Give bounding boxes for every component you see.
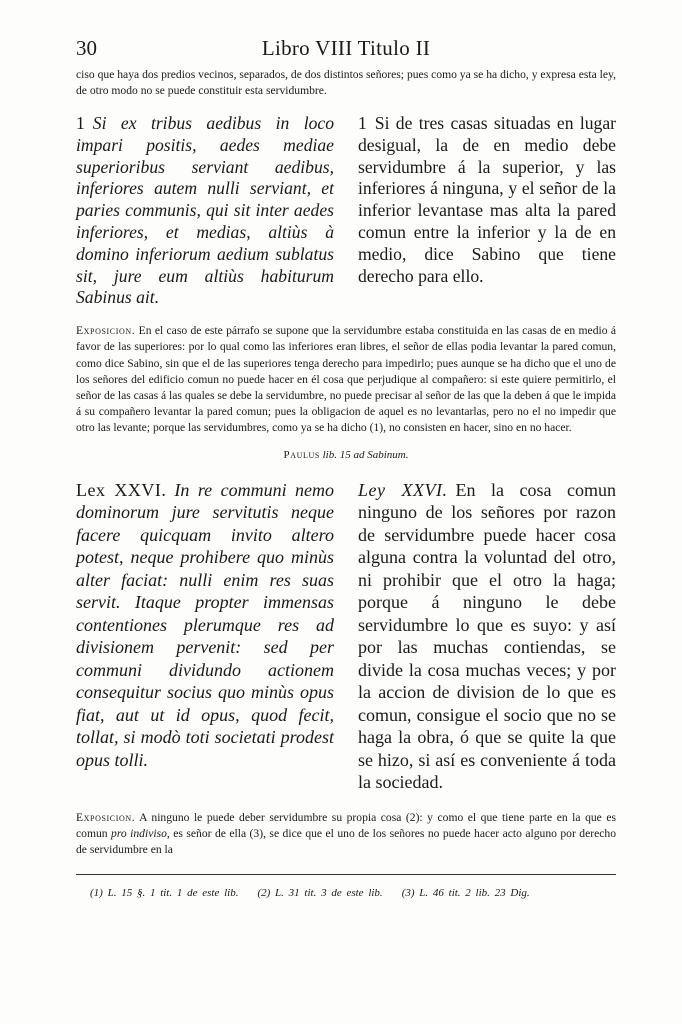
exposicion-paragraph xyxy=(76,810,616,859)
footnote: (2) L. 31 tit. 3 de este lib. xyxy=(257,887,383,900)
exposicion-text: En el caso de este párrafo se supone que la servidumbre estaba constituida en las casas de en medio á favor de las superiores: por lo qual como las inferiores eran libres, el señor de ellas podia levantar la pared comun, como dice Sabino, sin que el de las superiores tenga derecho para impedirlo; pues aunque se ha dicho que el uno de los señores del edificio comun no puede hacer en él cosa que perjudique al compañero: si este quiere permitirlo, el señor de las casas á las quales se debe la servidumbre, no puede precisar al señor de las que la deben á que le impida á su compañero levantar la pared comun; pues la obligacion de aquel es no levantarlas, pero no el no impedir que otro las levante; porque las servidumbres, como ya se ha dicho (1), no consisten en hacer, sino en no hacer. xyxy=(76,324,616,435)
latin-column xyxy=(76,113,334,309)
page-number: 30 xyxy=(76,36,97,60)
page-header xyxy=(76,30,616,60)
citation-author: Paulus xyxy=(283,448,320,461)
spanish-column xyxy=(358,479,616,794)
footnote-rule xyxy=(76,874,616,875)
footnote: (1) L. 15 §. 1 tit. 1 de este lib. xyxy=(90,887,239,900)
exposicion-text: A ninguno le puede deber servidumbre su propia cosa (2): y como el que tiene parte en la que es comun xyxy=(76,810,616,840)
source-citation xyxy=(76,449,616,461)
section-1 xyxy=(76,113,616,309)
exposicion-label: Exposicion. xyxy=(76,324,136,338)
citation-reference: lib. 15 ad Sabinum. xyxy=(322,448,409,461)
law-heading: Lex XXVI. xyxy=(76,479,167,500)
continuation-paragraph: ciso que haya dos predios vecinos, separados, de dos distintos señores; pues como ya se ha dicho, y expresa esta ley, de otro modo no se puede constituir esta servidumbre. xyxy=(76,68,616,97)
paragraph-number: 1 xyxy=(358,113,367,133)
exposicion-text-continued: , es señor de ella (3), se dice que el uno de los señores no puede hacer acto alguno por derecho de servidumbre en la xyxy=(76,826,616,856)
latin-text: Si ex tribus aedibus in loco impari positis, aedes mediae superioribus serviant aedibus, inferiores autem nulli serviant, et paries communis, qui sit inter aedes inferiores, et medias, altiùs à domino inferiorum aedium sublatus sit, jure eum altiùs habiturum Sabinus ait. xyxy=(76,113,334,308)
book-page xyxy=(76,30,616,899)
exposicion-italic: pro indiviso xyxy=(111,826,167,840)
footnotes xyxy=(76,887,616,899)
latin-column xyxy=(76,479,334,794)
exposicion-paragraph xyxy=(76,323,616,436)
exposicion-label: Exposicion. xyxy=(76,810,136,824)
section-2 xyxy=(76,479,616,794)
spanish-column xyxy=(358,113,616,309)
law-heading: Ley XXVI. xyxy=(358,479,448,500)
footnote: (3) L. 46 tit. 2 lib. 23 Dig. xyxy=(401,887,530,900)
spanish-text: En la cosa comun ninguno de los señores por razon de servidumbre puede hacer cosa alguna contra la voluntad del otro, ni prohibir que el otro la haga; porque á ninguno le debe servidumbre lo que es suyo: y así por las muchas contiendas, se divide la cosa muchas veces; y por la accion de division de lo que es comun, consigue el socio que no se haga la obra, ó que se quite la que se hizo, si así es conveniente á toda la sociedad. xyxy=(358,479,616,793)
latin-text: In re communi nemo dominorum jure servitutis neque facere quicquam invito altero potest, neque prohibere quo minùs alter faciat: nulli enim res suas servit. Itaque propter immensas contentiones plerumque res ad divisionem pervenit: sed per communi dividundo actionem consequitur socius quo minùs opus fiat, aut ut id opus, quod fecit, tollat, si modò toti societati prodest opus tolli. xyxy=(76,479,334,770)
spanish-text: Si de tres casas situadas en lugar desigual, la de en medio debe servidumbre á la superior, y las inferiores á ninguna, y el señor de la inferior levantase mas alta la pared comun entre la inferior y la de en medio, dice Sabino que tiene derecho para ello. xyxy=(358,113,616,286)
paragraph-number: 1 xyxy=(76,113,85,133)
running-title: Libro VIII Titulo II xyxy=(261,36,431,60)
